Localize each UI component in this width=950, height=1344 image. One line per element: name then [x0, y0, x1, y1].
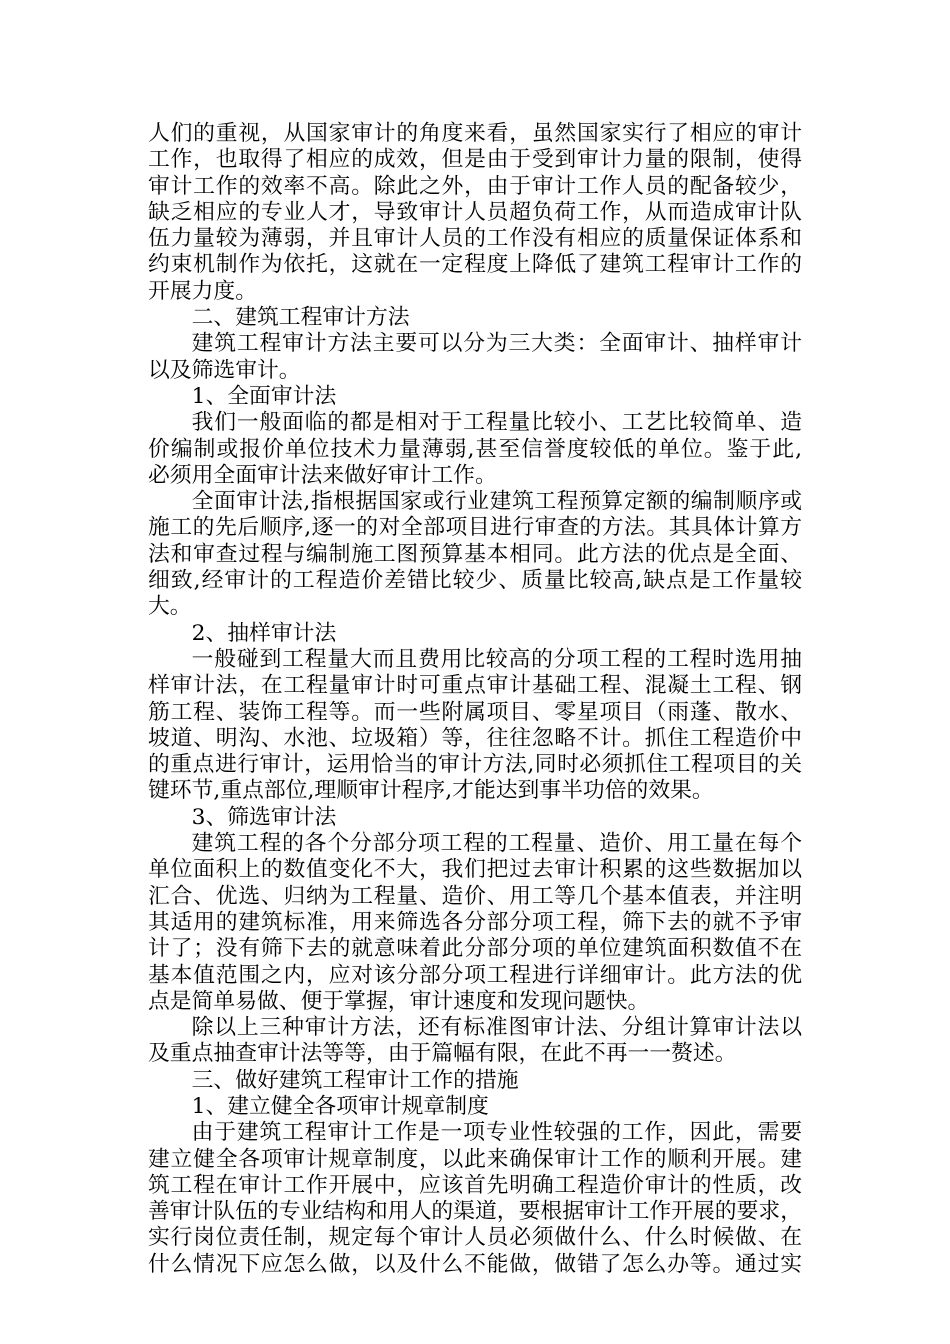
text-line: 建立健全各项审计规章制度，以此来确保审计工作的顺利开展。建 — [148, 1146, 802, 1172]
text-line: 2、抽样审计法 — [191, 620, 337, 646]
text-line: 开展力度。 — [148, 278, 257, 304]
text-line: 工作，也取得了相应的成效，但是由于受到审计力量的限制，使得 — [148, 147, 802, 173]
text-line: 建筑工程审计方法主要可以分为三大类：全面审计、抽样审计 — [191, 331, 802, 357]
text-line: 施工的先后顺序,逐一的对全部项目进行审查的方法。其具体计算方 — [148, 515, 802, 541]
text-line: 以及筛选审计。 — [148, 357, 301, 383]
text-line: 我们一般面临的都是相对于工程量比较小、工艺比较简单、造 — [191, 410, 802, 436]
text-line: 什么情况下应怎么做，以及什么不能做，做错了怎么办等。通过实 — [148, 1251, 802, 1277]
text-line: 3、筛选审计法 — [191, 804, 337, 830]
text-line: 筑工程在审计工作开展中，应该首先明确工程造价审计的性质，改 — [148, 1172, 802, 1198]
text-line: 1、全面审计法 — [191, 383, 337, 409]
text-line: 人们的重视，从国家审计的角度来看，虽然国家实行了相应的审计 — [148, 121, 802, 146]
text-line: 三、做好建筑工程审计工作的措施 — [191, 1067, 519, 1093]
text-line: 点是简单易做、便于掌握，审计速度和发现问题快。 — [148, 988, 650, 1014]
text-line: 筋工程、装饰工程等。而一些附属项目、零星项目（雨蓬、散水、 — [148, 699, 802, 725]
text-line: 价编制或报价单位技术力量薄弱,甚至信誉度较低的单位。鉴于此, — [148, 436, 802, 462]
text-line: 单位面积上的数值变化不大，我们把过去审计积累的这些数据加以 — [148, 857, 802, 883]
text-line: 必须用全面审计法来做好审计工作。 — [148, 462, 497, 488]
text-line: 除以上三种审计方法，还有标准图审计法、分组计算审计法以 — [191, 1015, 802, 1041]
text-line: 及重点抽查审计法等等，由于篇幅有限，在此不再一一赘述。 — [148, 1041, 737, 1067]
text-line: 由于建筑工程审计工作是一项专业性较强的工作，因此，需要 — [191, 1120, 802, 1146]
text-line: 计了；没有筛下去的就意味着此分部分项的单位建筑面积数值不在 — [148, 936, 802, 962]
text-line: 坡道、明沟、水池、垃圾箱）等，往往忽略不计。抓住工程造价中 — [148, 725, 802, 751]
text-line: 审计工作的效率不高。除此之外，由于审计工作人员的配备较少， — [148, 173, 802, 199]
text-line: 一般碰到工程量大而且费用比较高的分项工程的工程时选用抽 — [191, 646, 802, 672]
text-line: 伍力量较为薄弱，并且审计人员的工作没有相应的质量保证体系和 — [148, 226, 802, 252]
text-line: 大。 — [148, 594, 192, 620]
text-line: 二、建筑工程审计方法 — [191, 305, 410, 331]
document-page — [148, 121, 802, 1278]
text-line: 实行岗位责任制，规定每个审计人员必须做什么、什么时候做、在 — [148, 1225, 802, 1251]
text-line: 法和审查过程与编制施工图预算基本相同。此方法的优点是全面、 — [148, 541, 802, 567]
text-line: 键环节,重点部位,理顺审计程序,才能达到事半功倍的效果。 — [148, 778, 714, 804]
text-line: 细致,经审计的工程造价差错比较少、质量比较高,缺点是工作量较 — [148, 568, 802, 594]
text-line: 汇合、优选、归纳为工程量、造价、用工等几个基本值表，并注明 — [148, 883, 802, 909]
text-line: 1、建立健全各项审计规章制度 — [191, 1093, 489, 1119]
text-line: 约束机制作为依托，这就在一定程度上降低了建筑工程审计工作的 — [148, 252, 802, 278]
text-line: 样审计法，在工程量审计时可重点审计基础工程、混凝土工程、钢 — [148, 673, 802, 699]
text-line: 缺乏相应的专业人才，导致审计人员超负荷工作，从而造成审计队 — [148, 199, 802, 225]
text-line: 的重点进行审计，运用恰当的审计方法,同时必须抓住工程项目的关 — [148, 752, 802, 778]
text-line: 善审计队伍的专业结构和用人的渠道，要根据审计工作开展的要求， — [148, 1199, 802, 1225]
text-line: 其适用的建筑标准，用来筛选各分部分项工程，筛下去的就不予审 — [148, 909, 802, 935]
text-line: 基本值范围之内，应对该分部分项工程进行详细审计。此方法的优 — [148, 962, 802, 988]
text-line: 建筑工程的各个分部分项工程的工程量、造价、用工量在每个 — [191, 831, 802, 857]
text-line: 全面审计法,指根据国家或行业建筑工程预算定额的编制顺序或 — [191, 489, 802, 515]
